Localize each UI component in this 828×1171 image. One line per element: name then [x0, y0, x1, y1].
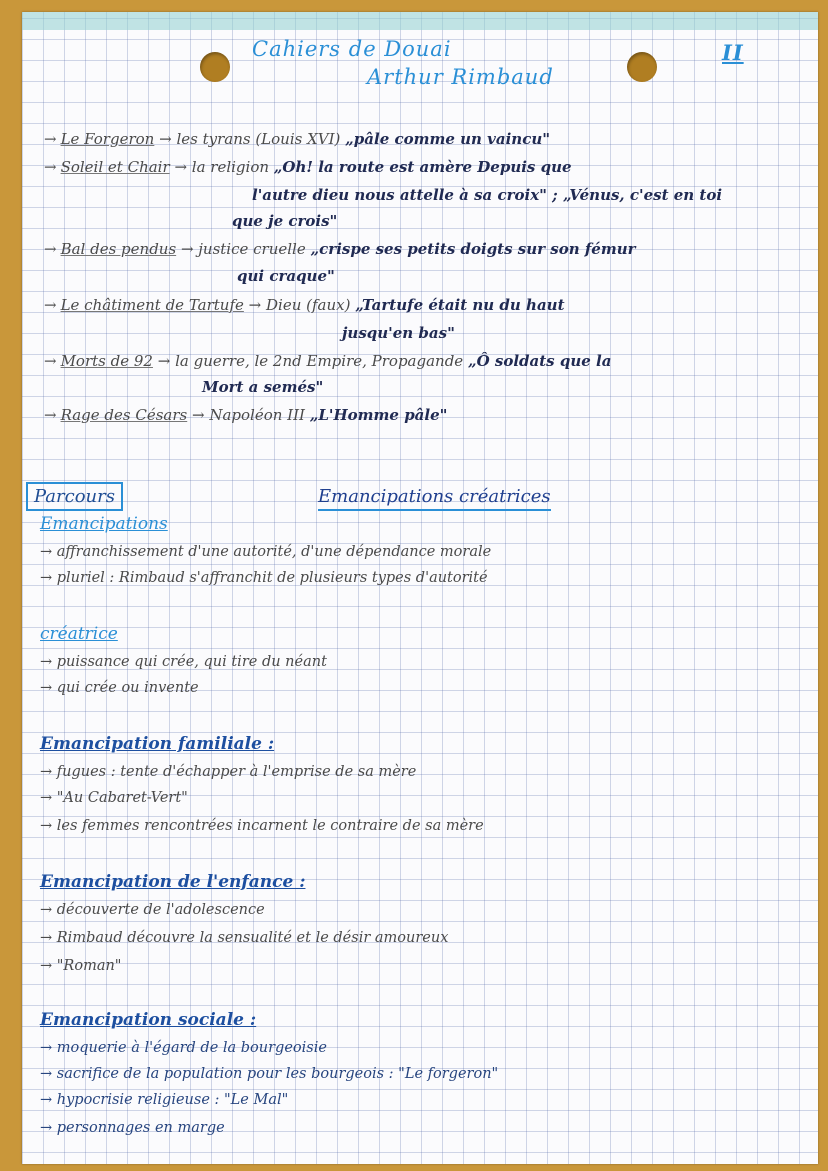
- poem-line-morts: [44, 352, 611, 370]
- list-item: → pluriel : Rimbaud s'affranchit de plusieurs types d'autorité: [40, 570, 488, 586]
- list-item: → qui crée ou invente: [40, 680, 199, 696]
- poem-title: Le Forgeron: [60, 130, 155, 148]
- arrow-icon: →: [44, 158, 57, 176]
- poem-line-rage: [44, 406, 447, 424]
- poem-title: Bal des pendus: [60, 240, 177, 258]
- poem-line-tartufe: [44, 296, 565, 314]
- quote-continuation: l'autre dieu nous attelle à sa croix" ; „Vénus, c'est en toi: [252, 186, 723, 204]
- poem-title: Morts de 92: [60, 352, 153, 370]
- poem-title: Le châtiment de Tartufe: [60, 296, 244, 314]
- poem-theme: → la guerre, le 2nd Empire, Propagande: [157, 352, 464, 370]
- poem-quote: „Ô soldats que la: [467, 352, 612, 370]
- punch-hole-right: [627, 52, 657, 82]
- list-item: → affranchissement d'une autorité, d'une dépendance morale: [40, 544, 492, 560]
- poem-line-forgeron: [44, 130, 550, 148]
- quote-continuation: qui craque": [237, 267, 335, 285]
- poem-line-bal: [44, 240, 636, 258]
- list-item: → "Roman": [40, 958, 122, 974]
- poem-quote: „crispe ses petits doigts sur son fémur: [310, 240, 636, 258]
- poem-quote: „pâle comme un vaincu": [345, 130, 551, 148]
- section-heading: créatrice: [40, 624, 118, 644]
- section-heading: Emancipation sociale :: [40, 1010, 257, 1030]
- arrow-icon: →: [44, 296, 57, 314]
- arrow-icon: →: [44, 240, 57, 258]
- list-item: → hypocrisie religieuse : "Le Mal": [40, 1092, 289, 1108]
- list-item: → les femmes rencontrées incarnent le contraire de sa mère: [40, 818, 484, 834]
- section-heading: Emancipation de l'enfance :: [40, 872, 306, 892]
- poem-title: Soleil et Chair: [60, 158, 170, 176]
- poem-title: Rage des Césars: [60, 406, 188, 424]
- parcours-title: Emancipations créatrices: [318, 486, 551, 511]
- page-subtitle-author: Arthur Rimbaud: [367, 65, 554, 89]
- quote-continuation: Mort a semés": [202, 378, 324, 396]
- poem-theme: → Napoléon III: [192, 406, 305, 424]
- list-item: → sacrifice de la population pour les bourgeois : "Le forgeron": [40, 1066, 499, 1082]
- page-top-strip: [22, 12, 818, 30]
- poem-theme: → justice cruelle: [180, 240, 306, 258]
- section-heading: Emancipations: [40, 514, 168, 534]
- list-item: → découverte de l'adolescence: [40, 902, 265, 918]
- poem-theme: → Dieu (faux): [248, 296, 351, 314]
- quote-continuation: que je crois": [232, 212, 338, 230]
- list-item: → Rimbaud découvre la sensualité et le désir amoureux: [40, 930, 449, 946]
- punch-hole-left: [200, 52, 230, 82]
- list-item: → fugues : tente d'échapper à l'emprise de sa mère: [40, 764, 417, 780]
- list-item: → moquerie à l'égard de la bourgeoisie: [40, 1040, 327, 1056]
- poem-quote: „Tartufe était nu du haut: [355, 296, 565, 314]
- poem-line-soleil: [44, 158, 572, 176]
- list-item: → personnages en marge: [40, 1120, 225, 1136]
- poem-theme: → la religion: [174, 158, 270, 176]
- page-number: II: [722, 40, 744, 65]
- parcours-label: Parcours: [26, 482, 123, 511]
- arrow-icon: →: [44, 406, 57, 424]
- poem-theme: → les tyrans (Louis XVI): [159, 130, 341, 148]
- notebook-page: [22, 12, 818, 1164]
- quote-continuation: jusqu'en bas": [342, 324, 455, 342]
- section-heading: Emancipation familiale :: [40, 734, 275, 754]
- list-item: → puissance qui crée, qui tire du néant: [40, 654, 327, 670]
- poem-quote: „Oh! la route est amère Depuis que: [273, 158, 572, 176]
- arrow-icon: →: [44, 352, 57, 370]
- page-title: Cahiers de Douai: [252, 37, 452, 61]
- poem-quote: „L'Homme pâle": [309, 406, 448, 424]
- list-item: → "Au Cabaret-Vert": [40, 790, 188, 806]
- arrow-icon: →: [44, 130, 57, 148]
